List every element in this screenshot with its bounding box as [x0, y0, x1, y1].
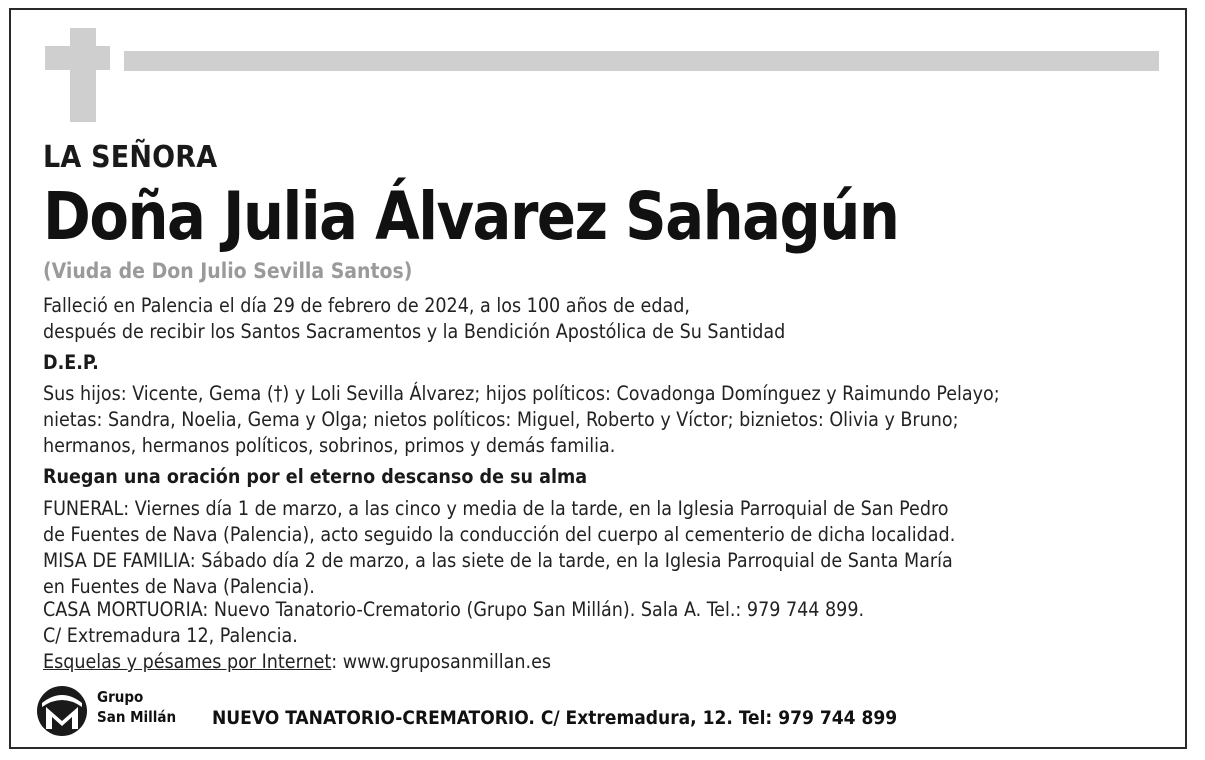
- widow-note: (Viuda de Don Julio Sevilla Santos): [43, 259, 413, 283]
- header-rule: [124, 51, 1159, 71]
- prayer-request: Ruegan una oración por el eterno descanso de su alma: [43, 465, 588, 488]
- death-line-1: Falleció en Palencia el día 29 de febrero de 2024, a los 100 años de edad,: [43, 294, 690, 317]
- misa-line-2: en Fuentes de Nava (Palencia).: [43, 575, 315, 598]
- logo-text-line-1: Grupo: [97, 688, 144, 706]
- dep-label: D.E.P.: [43, 351, 99, 374]
- internet-url[interactable]: : www.gruposanmillan.es: [331, 650, 552, 673]
- family-line-3: hermanos, hermanos políticos, sobrinos, primos y demás familia.: [43, 434, 616, 457]
- casa-line-1: CASA MORTUORIA: Nuevo Tanatorio-Crematorio (Grupo San Millán). Sala A. Tel.: 979 744 899.: [43, 598, 865, 621]
- family-line-2: nietas: Sandra, Noelia, Gema y Olga; nietos políticos: Miguel, Roberto y Víctor; biznietos: Olivia y Bruno;: [43, 408, 959, 431]
- title-prefix: LA SEÑORA: [43, 140, 218, 175]
- cross-icon-bar: [45, 46, 110, 70]
- internet-line: [43, 650, 551, 673]
- family-line-1: Sus hijos: Vicente, Gema (†) y Loli Sevilla Álvarez; hijos políticos: Covadonga Domínguez y Raimundo Pelayo;: [43, 382, 1000, 405]
- funeral-line-2: de Fuentes de Nava (Palencia), acto seguido la conducción del cuerpo al cementerio de dicha localidad.: [43, 523, 956, 546]
- death-line-2: después de recibir los Santos Sacramentos y la Bendición Apostólica de Su Santidad: [43, 320, 786, 343]
- funeral-line-1: FUNERAL: Viernes día 1 de marzo, a las cinco y media de la tarde, en la Iglesia Parroquial de San Pedro: [43, 497, 949, 520]
- misa-line-1: MISA DE FAMILIA: Sábado día 2 de marzo, a las siete de la tarde, en la Iglesia Parroquial de Santa María: [43, 549, 953, 572]
- san-millan-logo-icon: [36, 685, 88, 737]
- deceased-name: Doña Julia Álvarez Sahagún: [43, 178, 899, 255]
- internet-link[interactable]: Esquelas y pésames por Internet: [43, 650, 332, 673]
- logo-text-line-2: San Millán: [97, 708, 177, 726]
- cross-icon: [70, 28, 96, 122]
- footer-address: NUEVO TANATORIO-CREMATORIO. C/ Extremadura, 12. Tel: 979 744 899: [212, 707, 898, 729]
- casa-line-2: C/ Extremadura 12, Palencia.: [43, 624, 298, 647]
